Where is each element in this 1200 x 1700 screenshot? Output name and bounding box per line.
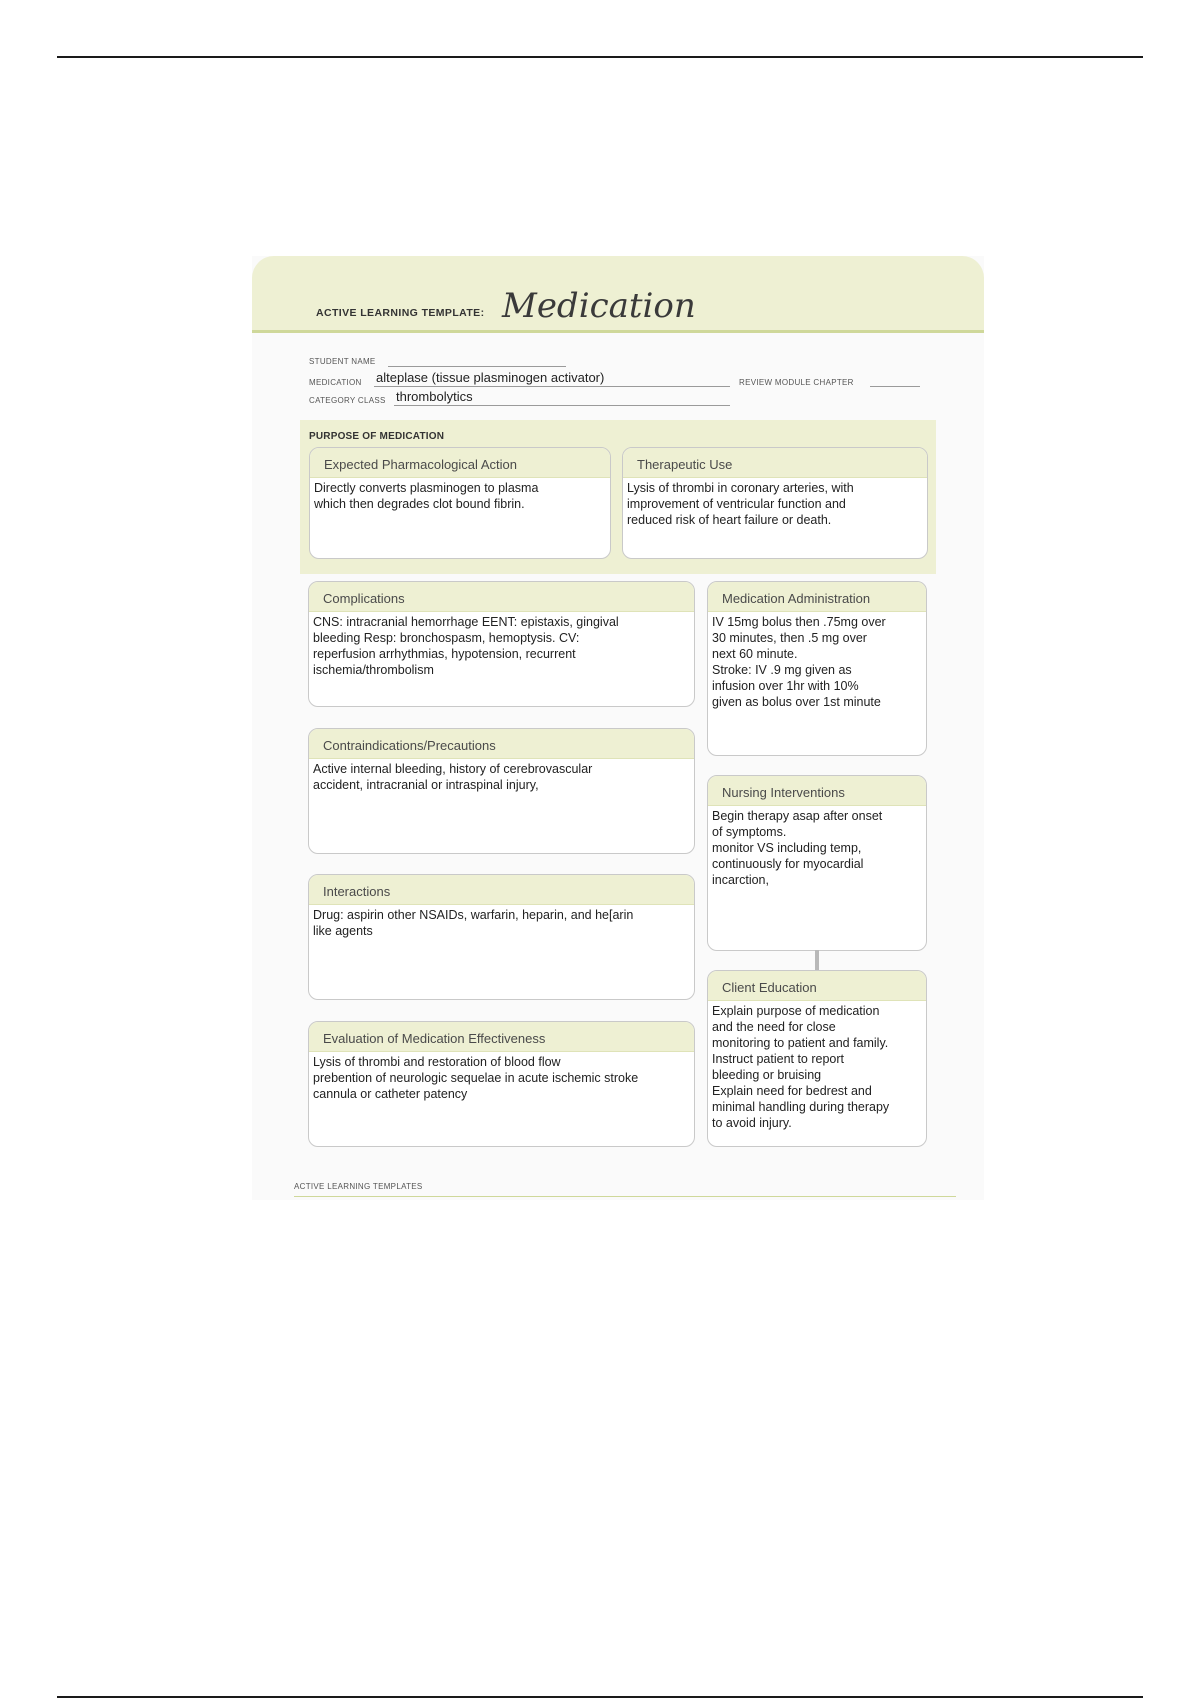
education-box xyxy=(707,970,927,1147)
review-module-label: REVIEW MODULE CHAPTER xyxy=(739,378,854,387)
category-class-value: thrombolytics xyxy=(396,389,473,404)
medication-value: alteplase (tissue plasminogen activator) xyxy=(376,370,605,385)
template-label: ACTIVE LEARNING TEMPLATE: xyxy=(316,307,485,319)
footer-label: ACTIVE LEARNING TEMPLATES xyxy=(294,1182,423,1191)
student-name-line xyxy=(388,366,566,367)
administration-box xyxy=(707,581,927,756)
complications-body: CNS: intracranial hemorrhage EENT: epistaxis, gingival bleeding Resp: bronchospasm, hemoptysis. CV: reperfusion arrhythmias, hypotension, recurrent ischemia/thrombolism xyxy=(313,615,619,677)
education-body: Explain purpose of medication and the need for close monitoring to patient and family. Instruct patient to report bleeding or bruising Explain need for bedrest and minimal handling during therapy to avoid injury. xyxy=(712,1004,890,1130)
medication-line xyxy=(374,386,730,387)
complications-title: Complications xyxy=(309,582,694,612)
category-class-label: CATEGORY CLASS xyxy=(309,396,386,405)
evaluation-body: Lysis of thrombi and restoration of blood flow prebention of neurologic sequelae in acute ischemic stroke cannula or catheter patency xyxy=(313,1055,639,1101)
education-title: Client Education xyxy=(708,971,926,1001)
footer-rule xyxy=(294,1196,956,1197)
template-title: Medication xyxy=(502,286,696,326)
expected-action-box xyxy=(309,447,611,559)
complications-box xyxy=(308,581,695,707)
nursing-title: Nursing Interventions xyxy=(708,776,926,806)
therapeutic-use-box xyxy=(622,447,928,559)
purpose-label: PURPOSE OF MEDICATION xyxy=(309,431,445,442)
nursing-body: Begin therapy asap after onset of symptoms. monitor VS including temp, continuously for myocardial incarction, xyxy=(712,809,883,887)
contraindications-box xyxy=(308,728,695,854)
category-class-line xyxy=(394,405,730,406)
page-top-rule xyxy=(57,56,1143,58)
interactions-title: Interactions xyxy=(309,875,694,905)
page-bottom-rule xyxy=(57,1696,1143,1698)
medication-label: MEDICATION xyxy=(309,378,362,387)
review-module-line xyxy=(870,386,920,387)
expected-action-title: Expected Pharmacological Action xyxy=(310,448,610,478)
evaluation-box xyxy=(308,1021,695,1147)
contraindications-body: Active internal bleeding, history of cerebrovascular accident, intracranial or intraspinal injury, xyxy=(313,762,593,792)
evaluation-title: Evaluation of Medication Effectiveness xyxy=(309,1022,694,1052)
nursing-box xyxy=(707,775,927,951)
administration-body: IV 15mg bolus then .75mg over 30 minutes, then .5 mg over next 60 minute. Stroke: IV .9 mg given as infusion over 1hr with 10% given as bolus over 1st minute xyxy=(712,615,886,709)
nursing-education-connector xyxy=(815,950,819,970)
student-name-label: STUDENT NAME xyxy=(309,357,376,366)
therapeutic-use-title: Therapeutic Use xyxy=(623,448,927,478)
interactions-box xyxy=(308,874,695,1000)
administration-title: Medication Administration xyxy=(708,582,926,612)
contraindications-title: Contraindications/Precautions xyxy=(309,729,694,759)
template-header xyxy=(252,256,984,333)
interactions-body: Drug: aspirin other NSAIDs, warfarin, heparin, and he[arin like agents xyxy=(313,908,634,938)
therapeutic-use-body: Lysis of thrombi in coronary arteries, with improvement of ventricular function and reduced risk of heart failure or death. xyxy=(627,481,854,527)
expected-action-body: Directly converts plasminogen to plasma which then degrades clot bound fibrin. xyxy=(314,481,539,511)
